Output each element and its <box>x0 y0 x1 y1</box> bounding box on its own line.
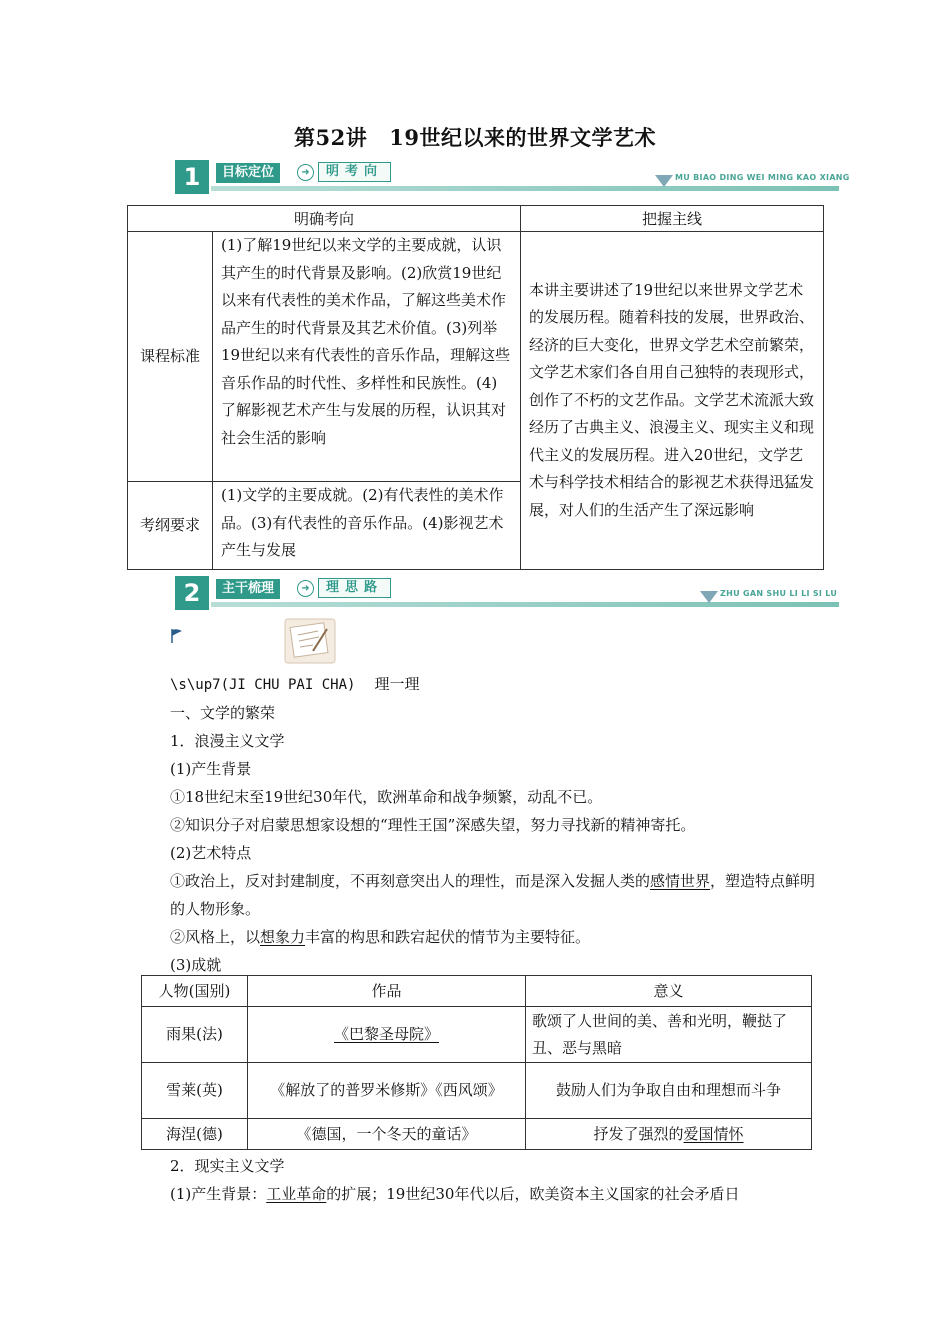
section-number: 1 <box>175 160 209 194</box>
underlined-term: 感情世界 <box>650 872 711 890</box>
header-clear-direction: 明确考向 <box>128 206 521 232</box>
underlined-term: 工业革命 <box>266 1185 327 1203</box>
meaning-cell: 抒发了强烈的爱国情怀 <box>526 1119 812 1150</box>
col-header-person: 人物(国别) <box>142 976 248 1007</box>
art-feature-1: ①政治上，反对封建制度，不再刻意突出人的理性，而是深入发掘人类的感情世界，塑造特点鲜明的人物形象。 <box>170 872 816 918</box>
heading-romanticism: 1．浪漫主义文学 <box>170 732 285 750</box>
table-row <box>142 1119 812 1150</box>
underlined-term: 想象力 <box>260 928 306 946</box>
work-cell: 《德国，一个冬天的童话》 <box>248 1119 526 1150</box>
col-header-meaning: 意义 <box>526 976 812 1007</box>
triangle-icon <box>700 591 718 603</box>
work-cell: 《巴黎圣母院》 <box>248 1007 526 1063</box>
section-pinyin: ZHU GAN SHU LI LI SI LU <box>720 589 838 598</box>
content-body <box>170 670 820 979</box>
label-exam-requirements: 考纲要求 <box>128 482 213 570</box>
meaning-cell: 歌颂了人世间的美、善和光明，鞭挞了丑、恶与黑暗 <box>526 1007 812 1063</box>
objectives-table <box>127 205 824 570</box>
art-feature-2: ②风格上，以想象力丰富的构思和跌宕起伏的情节为主要特征。 <box>170 928 591 946</box>
section-banner-1 <box>175 160 850 194</box>
section-subtitle: 明考向 <box>318 162 391 182</box>
section-banner-2 <box>175 576 839 610</box>
page-title <box>0 122 950 152</box>
section-tag: 主干梳理 <box>216 579 280 599</box>
flag-icon <box>170 628 184 644</box>
section-number: 2 <box>175 576 209 610</box>
meaning-cell: 鼓励人们为争取自由和理想而斗争 <box>526 1063 812 1119</box>
header-mainline: 把握主线 <box>521 206 824 232</box>
curriculum-standard-text: (1)了解19世纪以来文学的主要成就，认识其产生的时代背景及影响。(2)欣赏19世纪以来有代表性的美术作品，了解这些美术作品产生的时代背景及其艺术价值。(3)列举19世纪以来有代表性的音乐作品，理解这些音乐作品的时代性、多样性和民族性。(4)了解影视艺术产生与发展的历程，认识其对社会生活的影响 <box>213 232 521 482</box>
background-point-2: ②知识分子对启蒙思想家设想的“理性王国”深感失望，努力寻找新的精神寄托。 <box>170 816 696 834</box>
col-header-work: 作品 <box>248 976 526 1007</box>
lecture-number: 第52讲 <box>294 125 368 150</box>
arrow-circle-icon: ➜ <box>297 164 314 181</box>
content-body-2 <box>170 1152 820 1208</box>
notebook-icon <box>283 617 337 665</box>
person-cell: 雪莱(英) <box>142 1063 248 1119</box>
table-row <box>142 1007 812 1063</box>
work-cell: 《解放了的普罗米修斯》《西风颂》 <box>248 1063 526 1119</box>
heading-background: (1)产生背景 <box>170 760 252 778</box>
section-tag: 目标定位 <box>216 163 280 183</box>
table-row <box>142 1063 812 1119</box>
banner-rule <box>211 602 839 607</box>
heading-realism: 2．现实主义文学 <box>170 1157 285 1175</box>
person-cell: 海涅(德) <box>142 1119 248 1150</box>
heading-achievements: (3)成就 <box>170 956 222 974</box>
label-curriculum-standard: 课程标准 <box>128 232 213 482</box>
triangle-icon <box>655 175 673 187</box>
realism-background: (1)产生背景：工业革命的扩展；19世纪30年代以后，欧美资本主义国家的社会矛盾日 <box>170 1185 740 1203</box>
exam-requirements-text: (1)文学的主要成就。(2)有代表性的美术作品。(3)有代表性的音乐作品。(4)影视艺术产生与发展 <box>213 482 521 570</box>
person-cell: 雨果(法) <box>142 1007 248 1063</box>
code-line: \s\up7(JI CHU PAI CHA) 理一理 <box>170 675 420 693</box>
achievements-table <box>141 975 812 1150</box>
heading-art-features: (2)艺术特点 <box>170 844 252 862</box>
arrow-circle-icon: ➜ <box>297 580 314 597</box>
heading-literature: 一、文学的繁荣 <box>170 704 276 722</box>
section-subtitle: 理思路 <box>318 578 391 598</box>
background-point-1: ①18世纪末至19世纪30年代，欧洲革命和战争频繁，动乱不已。 <box>170 788 603 806</box>
section-pinyin: MU BIAO DING WEI MING KAO XIANG <box>675 173 850 182</box>
banner-rule <box>211 186 839 191</box>
lecture-title: 19世纪以来的世界文学艺术 <box>389 125 656 150</box>
mainline-text: 本讲主要讲述了19世纪以来世界文学艺术的发展历程。随着科技的发展，世界政治、经济的巨大变化，世界文学艺术空前繁荣，文学艺术家们各自用自己独特的表现形式，创作了不朽的文艺作品。文学艺术流派大致经历了古典主义、浪漫主义、现实主义和现代主义的发展历程。进入20世纪，文学艺术与科学技术相结合的影视艺术获得迅猛发展，对人们的生活产生了深远影响 <box>521 232 824 570</box>
